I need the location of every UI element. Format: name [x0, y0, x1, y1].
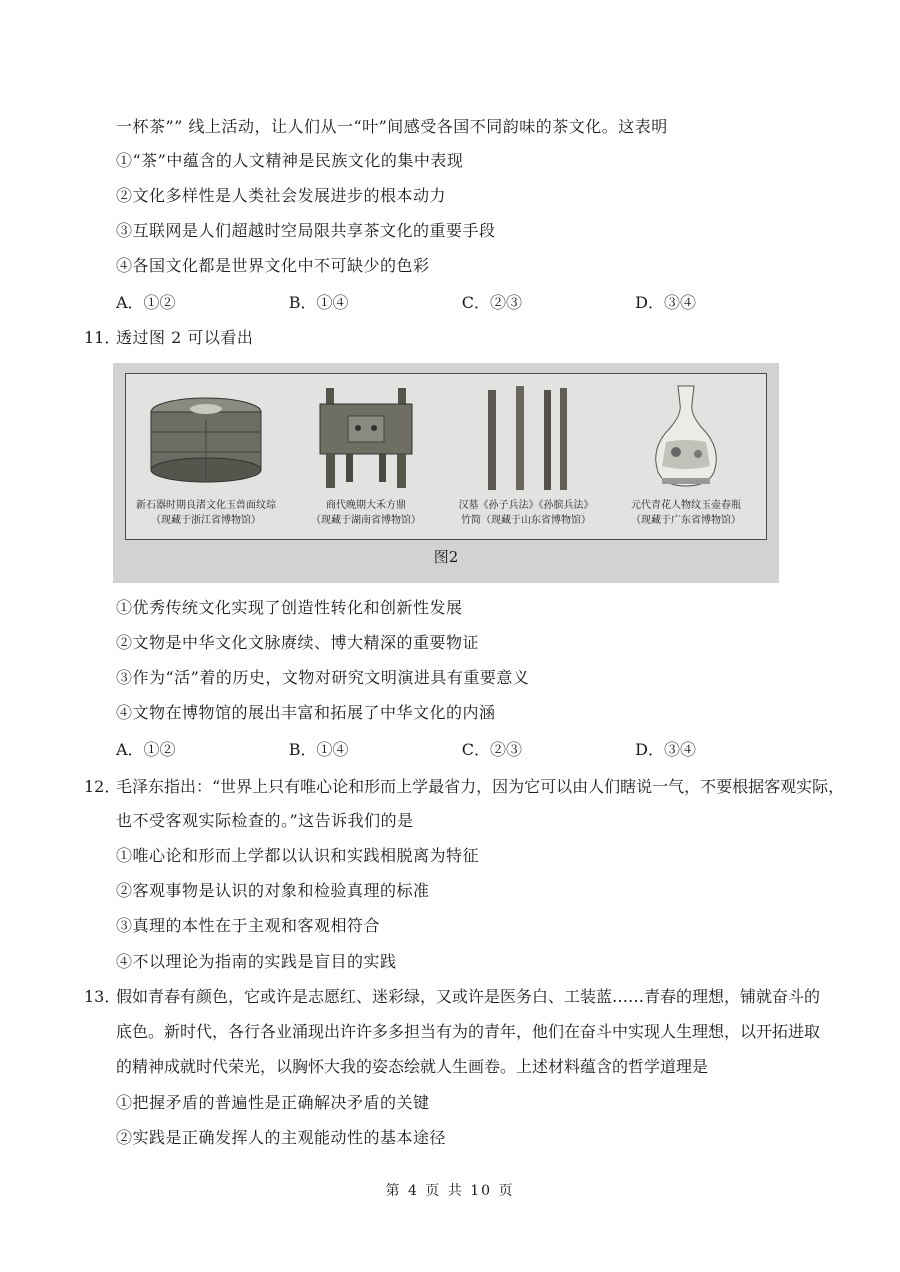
q13-number: 13．	[84, 987, 121, 1006]
q13-item-2: ②实践是正确发挥人的主观能动性的基本途径	[116, 1128, 447, 1147]
q12-item-2: ②客观事物是认识的对象和检验真理的标准	[116, 881, 430, 900]
caption-ding-line1: 商代晚期大禾方鼎	[326, 500, 406, 511]
q11-number: 11．	[84, 328, 121, 347]
q10-options	[116, 293, 696, 313]
caption-jade-cong	[126, 498, 286, 528]
q10-stem-continuation: 一杯茶”” 线上活动，让人们从一“叶”间感受各国不同韵味的茶文化。这表明	[116, 117, 668, 136]
caption-bamboo-slips	[446, 498, 606, 528]
q13-stem-line3: 的精神成就时代荣光，以胸怀大我的姿态绘就人生画卷。上述材料蕴含的哲学道理是	[116, 1057, 709, 1076]
q13-stem-line1: 假如青春有颜色，它或许是志愿红、迷彩绿，又或许是医务白、工装蓝……青春的理想，铺就奋斗的	[116, 987, 821, 1006]
q10-option-d: D．③④	[635, 293, 696, 312]
figure-2	[113, 363, 779, 583]
q10-option-c: C．②③	[461, 293, 522, 312]
q13-stem-line2: 底色。新时代，各行各业涌现出许许多多担当有为的青年，他们在奋斗中实现人生理想，以开拓进取	[116, 1022, 821, 1041]
caption-jade-cong-line2: （现藏于浙江省博物馆）	[151, 515, 261, 526]
q11-option-c: C．②③	[461, 740, 522, 759]
q10-item-2: ②文化多样性是人类社会发展进步的根本动力	[116, 186, 447, 205]
q10-item-1: ①“茶”中蕴含的人文精神是民族文化的集中表现	[116, 151, 464, 170]
page-footer: 第 4 页 共 10 页	[385, 1183, 515, 1199]
q11-item-3: ③作为“活”着的历史，文物对研究文明演进具有重要意义	[116, 668, 530, 687]
q11-item-1: ①优秀传统文化实现了创造性转化和创新性发展	[116, 598, 463, 617]
caption-vase-line2: （现藏于广东省博物馆）	[631, 515, 741, 526]
q11-item-2: ②文物是中华文化文脉赓续、博大精深的重要物证	[116, 633, 480, 652]
caption-vase-line1: 元代青花人物纹玉壶春瓶	[631, 500, 741, 511]
figure-2-label: 图2	[433, 548, 459, 566]
caption-vase	[606, 498, 766, 528]
q12-stem-line2: 也不受客观实际检查的。”这告诉我们的是	[116, 811, 414, 830]
caption-ding	[286, 498, 446, 528]
q12-stem-line1: 毛泽东指出：“世界上只有唯心论和形而上学最省力，因为它可以由人们瞎说一气，不要根据客观实际，	[116, 777, 845, 796]
q13-item-1: ①把握矛盾的普遍性是正确解决矛盾的关键	[116, 1093, 430, 1112]
q10-option-a: A．①②	[116, 293, 176, 312]
q12-item-4: ④不以理论为指南的实践是盲目的实践	[116, 952, 397, 971]
q12-number: 12．	[84, 777, 121, 796]
porcelain-vase-image	[606, 382, 766, 492]
q11-option-b: B．①④	[288, 740, 349, 759]
caption-bamboo-slips-line2: 竹简（现藏于山东省博物馆）	[461, 515, 591, 526]
q11-options	[116, 740, 696, 760]
q11-item-4: ④文物在博物馆的展出丰富和拓展了中华文化的内涵	[116, 703, 496, 722]
bronze-ding-image	[286, 382, 446, 492]
q11-option-d: D．③④	[635, 740, 696, 759]
caption-ding-line2: （现藏于湖南省博物馆）	[311, 515, 421, 526]
jade-cong-image	[126, 382, 286, 492]
bamboo-slips-image	[446, 382, 606, 492]
q10-item-4: ④各国文化都是世界文化中不可缺少的色彩	[116, 256, 430, 275]
q10-item-3: ③互联网是人们超越时空局限共享茶文化的重要手段	[116, 221, 496, 240]
q11-stem: 透过图 2 可以看出	[116, 328, 254, 347]
q12-item-3: ③真理的本性在于主观和客观相符合	[116, 916, 381, 935]
q11-option-a: A．①②	[116, 740, 176, 759]
figure-2-frame	[125, 373, 767, 540]
caption-bamboo-slips-line1: 汉墓《孙子兵法》《孙膑兵法》	[458, 500, 594, 511]
q12-item-1: ①唯心论和形而上学都以认识和实践相脱离为特征	[116, 846, 480, 865]
q10-option-b: B．①④	[288, 293, 349, 312]
caption-jade-cong-line1: 新石器时期良渚文化玉兽面纹琮	[136, 500, 276, 511]
